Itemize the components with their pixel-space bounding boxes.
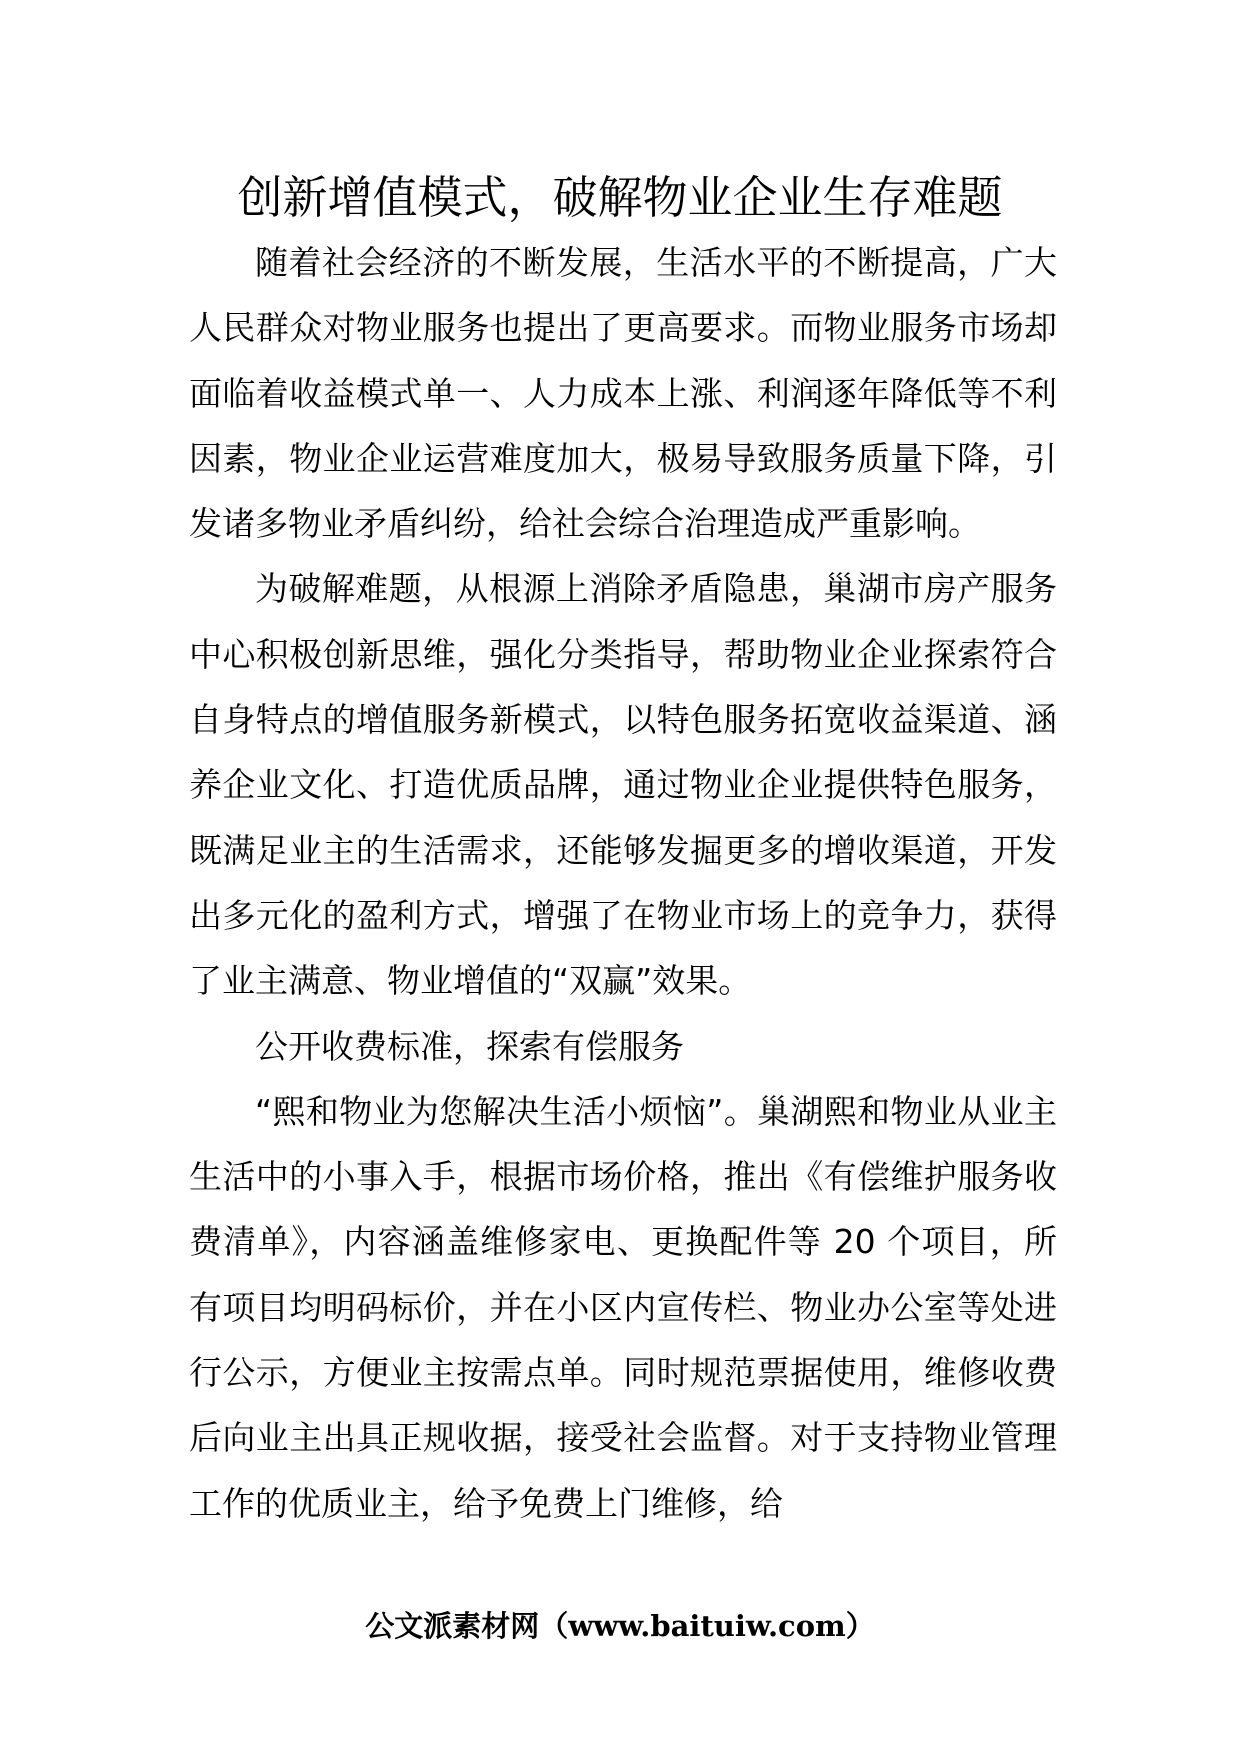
section-heading: 公开收费标准，探索有偿服务 [255,1026,684,1066]
paragraph-initiative: 为破解难题，从根源上消除矛盾隐患，巢湖市房产服务中心积极创新思维，强化分类指导，帮助物业企业探索符合自身特点的增值服务新模式，以特色服务拓宽收益渠道、涵养企业文化、打造优质品牌，通过物业企业提供特色服务，既满足业主的生活需求，还能够发掘更多的增收渠道，开发出多元化的盈利方式，增强了在物业市场上的竞争力，获得了业主满意、物业增值的“双赢”效果。 [189,569,1057,1001]
paragraph-paid-service: “熙和物业为您解决生活小烦恼”。巢湖熙和物业从业主生活中的小事入手，根据市场价格，推出《有偿维护服务收费清单》，内容涵盖维修家电、更换配件等 20 个项目，所有项目均明码标价，并在小区内宣传栏、物业办公室等处进行公示，方便业主按需点单。同时规范票据使用，维修收费后向业主出具正规收据，接受社会监督。对于支持物业管理工作的优质业主，给予免费上门维修，给 [189,1091,1057,1523]
paragraph-intro: 随着社会经济的不断发展，生活水平的不断提高，广大人民群众对物业服务也提出了更高要求。而物业服务市场却面临着收益模式单一、人力成本上涨、利润逐年降低等不利因素，物业企业运营难度加大，极易导致服务质量下降，引发诸多物业矛盾纠纷，给社会综合治理造成严重影响。 [189,243,1057,544]
footer-watermark: 公文派素材网（www.baituiw.com） [365,1609,875,1643]
document-title: 创新增值模式，破解物业企业生存难题 [237,171,1003,224]
document-body [189,230,1057,1536]
